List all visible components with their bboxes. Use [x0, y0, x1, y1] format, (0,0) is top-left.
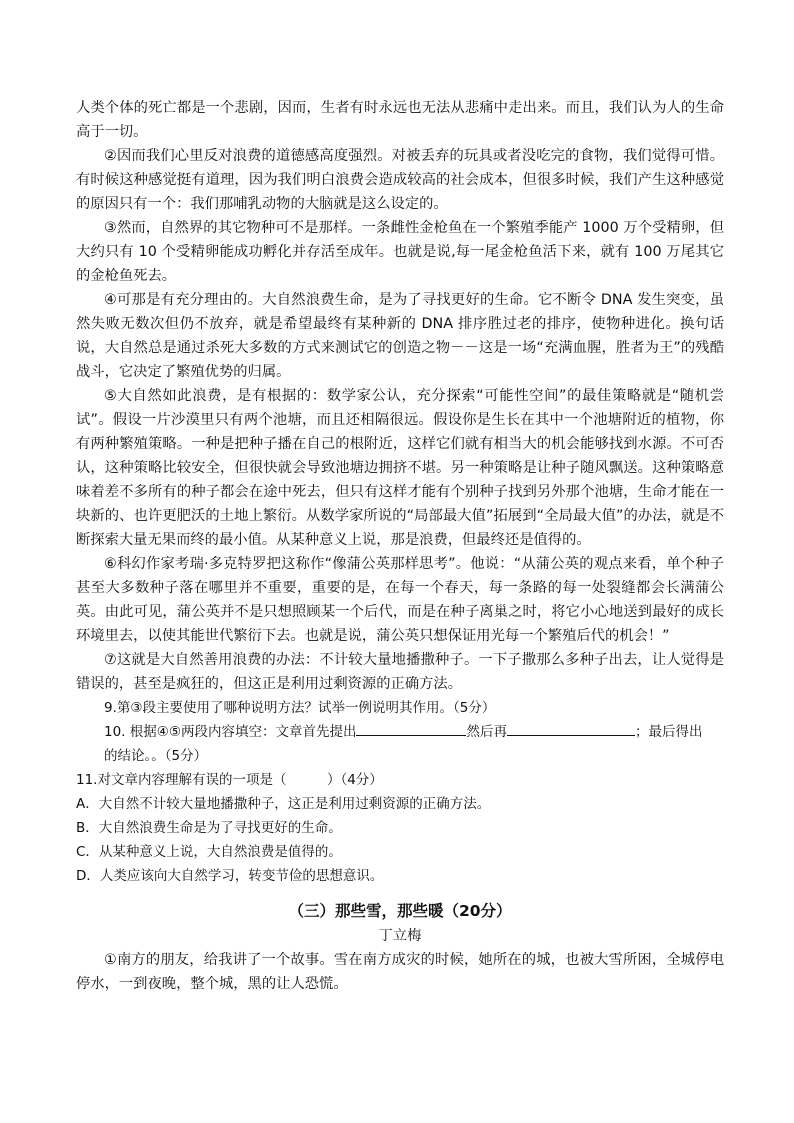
passage-paragraph-7: ⑦这就是大自然善用浪费的办法：不计较大量地播撒种子。一下子撒那么多种子出去，让人觉得是错误的，甚至是疯狂的，但这正是利用过剩资源的正确方法。 — [76, 652, 724, 692]
question-10-part-d: 的结论。。（5分） — [104, 748, 208, 764]
section-3-paragraph-1: ①南方的朋友，给我讲了一个故事。雪在南方成灾的时候，她所在的城，也被大雪所困，全城停电停水，一到夜晚，整个城，黑的让人恐慌。 — [76, 952, 724, 992]
document-content — [76, 96, 724, 996]
question-11: 11.对文章内容理解有误的一项是（ ）（4分） — [76, 772, 383, 788]
passage-paragraph-6: ⑥科幻作家考瑞·多克特罗把这称作“像蒲公英那样思考”。他说：“从蒲公英的观点来看，单个种子甚至大多数种子落在哪里并不重要，重要的是，在每一个春天，每一条路的每一处裂缝都会长满蒲公英。由此可见，蒲公英并不是只想照顾某一个后代，而是在种子离巢之时，将它小心地送到最好的成长环境里去，以使其能世代繁衍下去。也就是说，蒲公英只想保证用光每一个繁殖后代的机会！” — [76, 556, 724, 644]
option-a: A．大自然不计较大量地播撒种子，这正是利用过剩资源的正确方法。 — [76, 796, 491, 812]
answer-blank-2[interactable] — [507, 721, 635, 736]
question-10-part-c: ；最后得出 — [634, 724, 703, 740]
passage-paragraph-2: ②因而我们心里反对浪费的道德感高度强烈。对被丢弃的玩具或者没吃完的食物，我们觉得可惜。有时候这种感觉挺有道理，因为我们明白浪费会造成较高的社会成本，但很多时候，我们产生这种感觉的原因只有一个：我们那哺乳动物的大脑就是这么设定的。 — [76, 148, 724, 212]
section-3-author: 丁立梅 — [378, 928, 422, 944]
question-10-part-b: 然后再 — [466, 724, 507, 740]
passage-paragraph-1-continued: 人类个体的死亡都是一个悲剧，因而，生者有时永远也无法从悲痛中走出来。而且，我们认为人的生命高于一切。 — [76, 100, 724, 140]
section-3-title: （三）那些雪，那些暖（20分） — [288, 902, 512, 920]
answer-blank-1[interactable] — [356, 721, 466, 736]
passage-paragraph-5: ⑤大自然如此浪费，是有根据的：数学家公认，充分探索“可能性空间”的最佳策略就是“随机尝试”。假设一片沙漠里只有两个池塘，而且还相隔很远。假设你是生长在其中一个池塘附近的植物，你有两种繁殖策略。一种是把种子播在自己的根附近，这样它们就有相当大的机会能够找到水源。不可否认，这种策略比较安全，但很快就会导致池塘边拥挤不堪。另一种策略是让种子随风飘送。这种策略意味着差不多所有的种子都会在途中死去，但只有这样才能有个别种子找到另外那个池塘，生命才能在一块新的、也许更肥沃的土地上繁衍。从数学家所说的“局部最大值”拓展到“全局最大值”的办法，就是不断探索大量无果而终的最小值。从某种意义上说，那是浪费，但最终还是值得的。 — [76, 388, 724, 548]
passage-paragraph-4: ④可那是有充分理由的。大自然浪费生命，是为了寻找更好的生命。它不断令 DNA 发生突变，虽然失败无数次但仍不放弃，就是希望最终有某种新的 DNA 排序胜过老的排序，使物种进化。换句话说，大自然总是通过杀死大多数的方式来测试它的创造之物－－这是一场“充满血腥，胜者为王”的残酷战斗，它决定了繁殖优势的归属。 — [76, 292, 724, 380]
option-b: B．大自然浪费生命是为了寻找更好的生命。 — [76, 820, 342, 836]
option-c: C．从某种意义上说，大自然浪费是值得的。 — [76, 844, 342, 860]
option-d: D．人类应该向大自然学习，转变节俭的思想意识。 — [76, 868, 384, 884]
question-10-part-a: 10. 根据④⑤两段内容填空：文章首先提出 — [104, 724, 357, 740]
question-9: 9.第③段主要使用了哪种说明方法？试举一例说明其作用。（5分） — [104, 700, 496, 716]
question-10 — [76, 720, 724, 768]
passage-paragraph-3: ③然而，自然界的其它物种可不是那样。一条雌性金枪鱼在一个繁殖季能产 1000 万个受精卵，但大约只有 10 个受精卵能成功孵化并存活至成年。也就是说,每一尾金枪鱼活下来，就有 100 万尾其它的金枪鱼死去。 — [76, 220, 724, 284]
